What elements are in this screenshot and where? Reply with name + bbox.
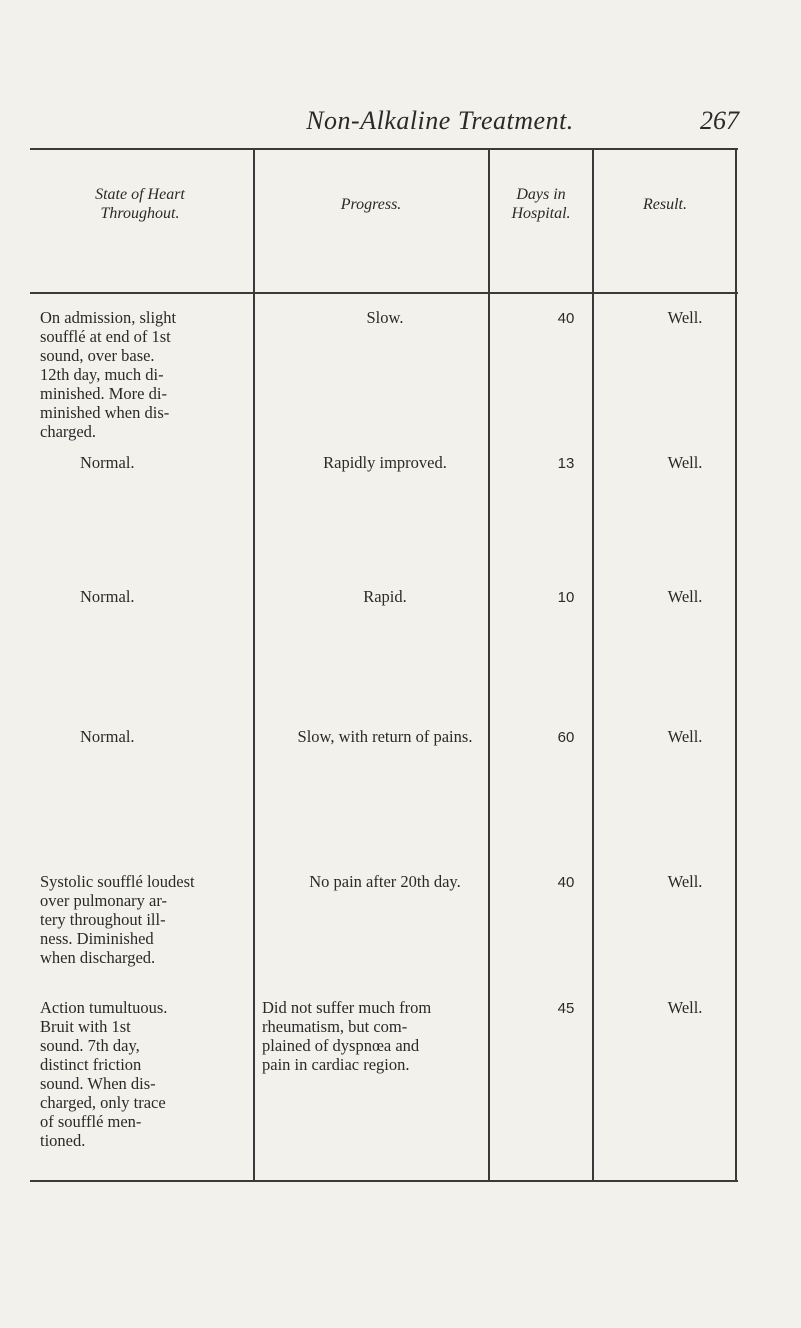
table-row-4-progress bbox=[266, 727, 504, 746]
state-line: 12th day, much di- bbox=[40, 365, 164, 384]
progress-line: Rapidly improved. bbox=[323, 453, 447, 472]
state-line: Normal. bbox=[80, 727, 135, 746]
column-header-state-text: State of Heart Throughout. bbox=[95, 186, 185, 222]
state-line: when discharged. bbox=[40, 948, 156, 967]
table-row-1-days: 40 bbox=[557, 310, 575, 327]
column-header-progress bbox=[256, 195, 486, 214]
state-line: Normal. bbox=[80, 453, 135, 472]
table-row-1-result: Well. bbox=[667, 308, 703, 327]
table-row-2-result: Well. bbox=[667, 453, 703, 472]
table-right-rule bbox=[735, 148, 737, 1180]
state-line: ness. Diminished bbox=[40, 929, 154, 948]
state-line: tery throughout ill- bbox=[40, 910, 166, 929]
state-line: minished. More di- bbox=[40, 384, 167, 403]
table-row-2-progress bbox=[266, 453, 504, 472]
progress-line: plained of dyspnœa and bbox=[262, 1036, 420, 1055]
column-divider-2 bbox=[488, 148, 490, 1180]
state-line: distinct friction bbox=[40, 1055, 142, 1074]
table-row-5-state bbox=[40, 872, 250, 967]
progress-line: pain in cardiac region. bbox=[262, 1055, 410, 1074]
results-table bbox=[30, 148, 738, 1183]
state-line: Systolic soufflé loudest bbox=[40, 872, 195, 891]
progress-line: No pain after 20th day. bbox=[309, 872, 461, 891]
column-header-result bbox=[596, 195, 734, 214]
table-row-6-result: Well. bbox=[667, 998, 703, 1017]
table-bottom-rule bbox=[30, 1180, 738, 1182]
table-row-1-state bbox=[40, 308, 250, 441]
state-line: sound. 7th day, bbox=[40, 1036, 140, 1055]
state-line: minished when dis- bbox=[40, 403, 170, 422]
table-row-5-progress bbox=[266, 872, 504, 891]
table-row-3-state bbox=[40, 587, 250, 606]
table-row-4-result: Well. bbox=[667, 727, 703, 746]
state-line: On admission, slight bbox=[40, 308, 177, 327]
column-header-progress-text: Progress. bbox=[340, 196, 402, 213]
header-bottom-rule bbox=[30, 292, 738, 294]
progress-line: Rapid. bbox=[363, 587, 407, 606]
progress-line: Did not suffer much from bbox=[262, 998, 432, 1017]
table-row-5-result: Well. bbox=[667, 872, 703, 891]
state-line: sound. When dis- bbox=[40, 1074, 156, 1093]
state-line: Action tumultuous. bbox=[40, 998, 168, 1017]
column-divider-3 bbox=[592, 148, 594, 1180]
state-line: over pulmonary ar- bbox=[40, 891, 168, 910]
table-row-6-progress bbox=[262, 998, 486, 1074]
table-row-6-state bbox=[40, 998, 250, 1150]
state-line: charged. bbox=[40, 422, 97, 441]
column-divider-1 bbox=[253, 148, 255, 1180]
state-line: charged, only trace bbox=[40, 1093, 166, 1112]
column-header-state bbox=[40, 185, 240, 223]
table-row-4-days: 60 bbox=[557, 729, 575, 746]
state-line: Normal. bbox=[80, 587, 135, 606]
column-header-days bbox=[492, 185, 590, 223]
progress-line: Slow. bbox=[366, 308, 404, 327]
progress-line: rheumatism, but com- bbox=[262, 1017, 408, 1036]
state-line: soufflé at end of 1st bbox=[40, 327, 171, 346]
table-row-3-result: Well. bbox=[667, 587, 703, 606]
table-row-3-progress bbox=[266, 587, 504, 606]
table-row-4-state bbox=[40, 727, 250, 746]
table-row-6-days: 45 bbox=[557, 1000, 575, 1017]
state-line: Bruit with 1st bbox=[40, 1017, 131, 1036]
table-row-2-days: 13 bbox=[557, 455, 575, 472]
table-row-3-days: 10 bbox=[557, 589, 575, 606]
table-row-1-progress bbox=[266, 308, 504, 327]
table-row-5-days: 40 bbox=[557, 874, 575, 891]
column-header-result-text: Result. bbox=[643, 196, 687, 213]
page-number: 267 bbox=[700, 106, 739, 135]
table-top-rule bbox=[30, 148, 738, 150]
state-line: sound, over base. bbox=[40, 346, 155, 365]
table-row-2-state bbox=[40, 453, 250, 472]
running-head bbox=[0, 106, 801, 146]
state-line: of soufflé men- bbox=[40, 1112, 142, 1131]
page-title: Non-Alkaline Treatment. bbox=[306, 106, 574, 135]
state-line: tioned. bbox=[40, 1131, 86, 1150]
progress-line: Slow, with return of pains. bbox=[297, 727, 473, 746]
column-header-days-text: Days in Hospital. bbox=[511, 186, 571, 222]
